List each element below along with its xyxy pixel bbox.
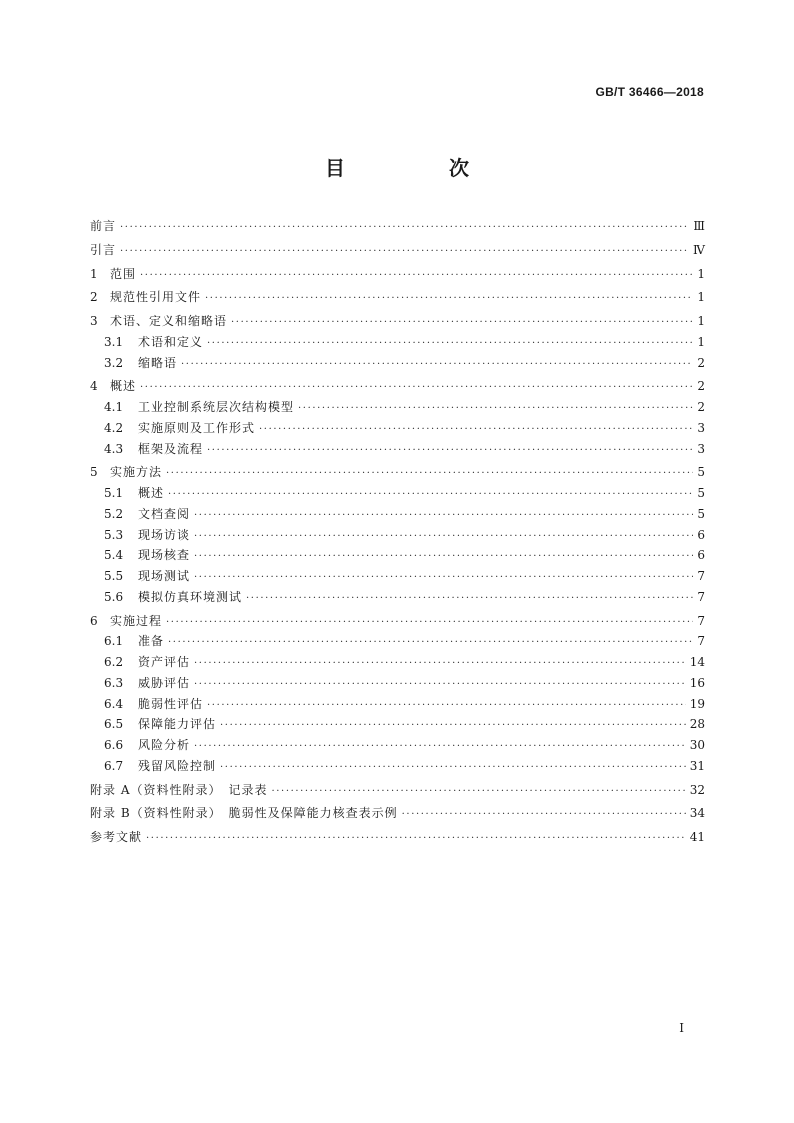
toc-entry[interactable] xyxy=(90,376,705,397)
toc-entry-number: 6.3 xyxy=(104,675,124,690)
toc-entry[interactable] xyxy=(90,311,705,332)
toc-entry-title: 现场核查 xyxy=(138,548,191,563)
toc-entry[interactable] xyxy=(90,694,705,715)
dot-leader xyxy=(194,547,693,568)
toc-entry[interactable] xyxy=(90,587,705,608)
toc-entry-title: 资产评估 xyxy=(138,655,191,669)
toc-entry-page: Ⅲ xyxy=(693,219,705,233)
toc-entry-title: 规范性引用文件 xyxy=(110,290,202,305)
dot-leader xyxy=(259,420,693,441)
toc-entry[interactable] xyxy=(90,504,705,525)
table-of-contents xyxy=(90,216,705,848)
toc-entry-number: 4.3 xyxy=(104,441,124,456)
toc-entry-page: 5 xyxy=(697,465,705,480)
dot-leader xyxy=(120,242,689,263)
toc-entry-number: 5.3 xyxy=(104,527,124,542)
toc-entry-number: 5 xyxy=(90,465,98,480)
toc-entry-page: 31 xyxy=(689,758,705,773)
toc-entry[interactable] xyxy=(90,439,705,460)
toc-entry-number: 6.2 xyxy=(104,655,124,669)
toc-entry-title: 现场访谈 xyxy=(138,527,191,542)
toc-entry-title: 缩略语 xyxy=(138,355,178,370)
toc-entry-page: 7 xyxy=(697,589,705,604)
toc-entry-title: 实施过程 xyxy=(110,613,163,628)
dot-leader xyxy=(271,782,685,803)
toc-entry[interactable] xyxy=(90,756,705,777)
toc-entry-number: 3.2 xyxy=(104,355,124,370)
toc-entry-title: 前言 xyxy=(90,219,117,233)
toc-entry-number: 1 xyxy=(90,266,98,281)
toc-entry-page: 3 xyxy=(697,420,705,435)
dot-leader xyxy=(207,696,686,717)
page-title: 目 次 xyxy=(325,156,511,180)
dot-leader xyxy=(168,485,693,506)
toc-entry[interactable] xyxy=(90,827,705,848)
toc-entry-title: 文档查阅 xyxy=(138,506,191,521)
toc-entry-title: 脆弱性评估 xyxy=(138,696,204,711)
toc-entry-number: 4 xyxy=(90,379,98,394)
toc-entry[interactable] xyxy=(90,483,705,504)
toc-entry[interactable] xyxy=(90,418,705,439)
toc-entry-number: 6.5 xyxy=(104,717,124,732)
toc-entry[interactable] xyxy=(90,462,705,483)
toc-entry-number: 6.6 xyxy=(104,738,124,752)
toc-entry-page: 2 xyxy=(697,379,705,394)
toc-entry-page: Ⅳ xyxy=(693,242,705,257)
toc-entry-title: 威胁评估 xyxy=(138,675,191,690)
toc-entry-number: 6.4 xyxy=(104,696,124,711)
toc-entry[interactable] xyxy=(90,545,705,566)
toc-entry-title: 框架及流程 xyxy=(138,441,204,456)
toc-entry-number: 5.6 xyxy=(104,589,124,604)
toc-entry[interactable] xyxy=(90,287,705,308)
dot-leader xyxy=(146,829,686,850)
toc-entry-number: 4.1 xyxy=(104,400,124,414)
toc-entry-number: 6.7 xyxy=(104,758,124,773)
dot-leader xyxy=(220,716,686,737)
toc-entry-number: 5.1 xyxy=(104,486,124,500)
toc-entry-title: 准备 xyxy=(138,634,165,649)
toc-entry-page: 5 xyxy=(697,506,705,521)
toc-entry-title: 概述 xyxy=(110,379,137,394)
toc-entry[interactable] xyxy=(90,803,705,824)
toc-entry[interactable] xyxy=(90,332,705,353)
toc-entry-page: 7 xyxy=(697,634,705,649)
dot-leader xyxy=(246,589,693,610)
toc-entry-title: 实施原则及工作形式 xyxy=(138,420,256,435)
toc-entry-number: 5.2 xyxy=(104,506,124,521)
dot-leader xyxy=(194,568,693,589)
standard-code: GB/T 36466—2018 xyxy=(595,85,704,99)
toc-entry-page: 1 xyxy=(697,266,705,281)
toc-entry[interactable] xyxy=(90,216,705,237)
toc-entry-title: 现场测试 xyxy=(138,569,191,583)
toc-entry[interactable] xyxy=(90,631,705,652)
toc-entry-page: 2 xyxy=(697,355,705,370)
toc-entry-number: 5.5 xyxy=(104,569,124,583)
toc-entry-title: 附录 A（资料性附录） 记录表 xyxy=(90,782,268,797)
toc-entry[interactable] xyxy=(90,780,705,801)
toc-entry-title: 概述 xyxy=(138,486,165,500)
toc-entry-title: 模拟仿真环境测试 xyxy=(138,589,243,604)
dot-leader xyxy=(181,355,693,376)
toc-entry-page: 1 xyxy=(697,290,705,305)
dot-leader xyxy=(194,527,693,548)
dot-leader xyxy=(298,399,693,420)
dot-leader xyxy=(231,313,693,334)
toc-entry-title: 术语和定义 xyxy=(138,334,204,349)
dot-leader xyxy=(140,378,693,399)
toc-entry[interactable] xyxy=(90,240,705,261)
dot-leader xyxy=(194,654,686,675)
toc-entry-title: 残留风险控制 xyxy=(138,758,217,773)
toc-entry[interactable] xyxy=(90,714,705,735)
toc-entry-page: 19 xyxy=(689,696,705,711)
toc-entry[interactable] xyxy=(90,673,705,694)
toc-entry-page: 16 xyxy=(689,675,705,690)
toc-entry-page: 2 xyxy=(697,400,705,414)
toc-entry-number: 3 xyxy=(90,314,98,328)
toc-entry-page: 30 xyxy=(689,738,705,752)
toc-entry-title: 术语、定义和缩略语 xyxy=(110,314,228,328)
dot-leader xyxy=(205,289,693,310)
toc-entry-title: 附录 B（资料性附录） 脆弱性及保障能力核查表示例 xyxy=(90,806,398,821)
toc-entry-page: 3 xyxy=(697,441,705,456)
toc-entry-page: 7 xyxy=(697,613,705,628)
toc-entry-number: 2 xyxy=(90,290,98,305)
toc-entry[interactable] xyxy=(90,735,705,756)
toc-entry[interactable] xyxy=(90,525,705,546)
dot-leader xyxy=(168,633,693,654)
toc-entry-title: 工业控制系统层次结构模型 xyxy=(138,400,295,414)
toc-entry-title: 引言 xyxy=(90,242,117,257)
toc-entry-page: 6 xyxy=(697,527,705,542)
toc-entry-title: 参考文献 xyxy=(90,830,143,844)
dot-leader xyxy=(194,675,686,696)
toc-entry[interactable] xyxy=(90,652,705,673)
dot-leader xyxy=(194,737,686,758)
toc-entry-page: 6 xyxy=(697,548,705,563)
toc-entry-number: 3.1 xyxy=(104,334,124,349)
toc-entry-title: 风险分析 xyxy=(138,738,191,752)
toc-entry-number: 6 xyxy=(90,613,98,628)
toc-entry-title: 保障能力评估 xyxy=(138,717,217,732)
toc-entry-number: 6.1 xyxy=(104,634,124,649)
toc-entry-page: 5 xyxy=(697,486,705,500)
page-number: I xyxy=(679,1021,684,1035)
toc-entry-page: 1 xyxy=(697,334,705,349)
toc-entry-page: 14 xyxy=(689,655,705,669)
toc-entry-page: 41 xyxy=(689,830,705,844)
toc-entry-number: 5.4 xyxy=(104,548,124,563)
toc-entry[interactable] xyxy=(90,611,705,632)
dot-leader xyxy=(194,506,693,527)
toc-entry-number: 4.2 xyxy=(104,420,124,435)
dot-leader xyxy=(120,218,689,239)
toc-entry-page: 28 xyxy=(689,717,705,732)
toc-entry-page: 7 xyxy=(697,569,705,583)
toc-entry[interactable] xyxy=(90,353,705,374)
dot-leader xyxy=(166,613,693,634)
toc-entry-page: 34 xyxy=(689,806,705,821)
toc-entry-title: 实施方法 xyxy=(110,465,163,480)
dot-leader xyxy=(140,266,693,287)
dot-leader xyxy=(207,334,693,355)
dot-leader xyxy=(220,758,686,779)
toc-entry[interactable] xyxy=(90,264,705,285)
toc-entry-page: 32 xyxy=(689,782,705,797)
dot-leader xyxy=(166,464,693,485)
toc-entry-title: 范围 xyxy=(110,266,137,281)
dot-leader xyxy=(402,805,686,826)
toc-entry[interactable] xyxy=(90,566,705,587)
toc-entry-page: 1 xyxy=(697,314,705,328)
toc-entry[interactable] xyxy=(90,397,705,418)
dot-leader xyxy=(207,441,693,462)
